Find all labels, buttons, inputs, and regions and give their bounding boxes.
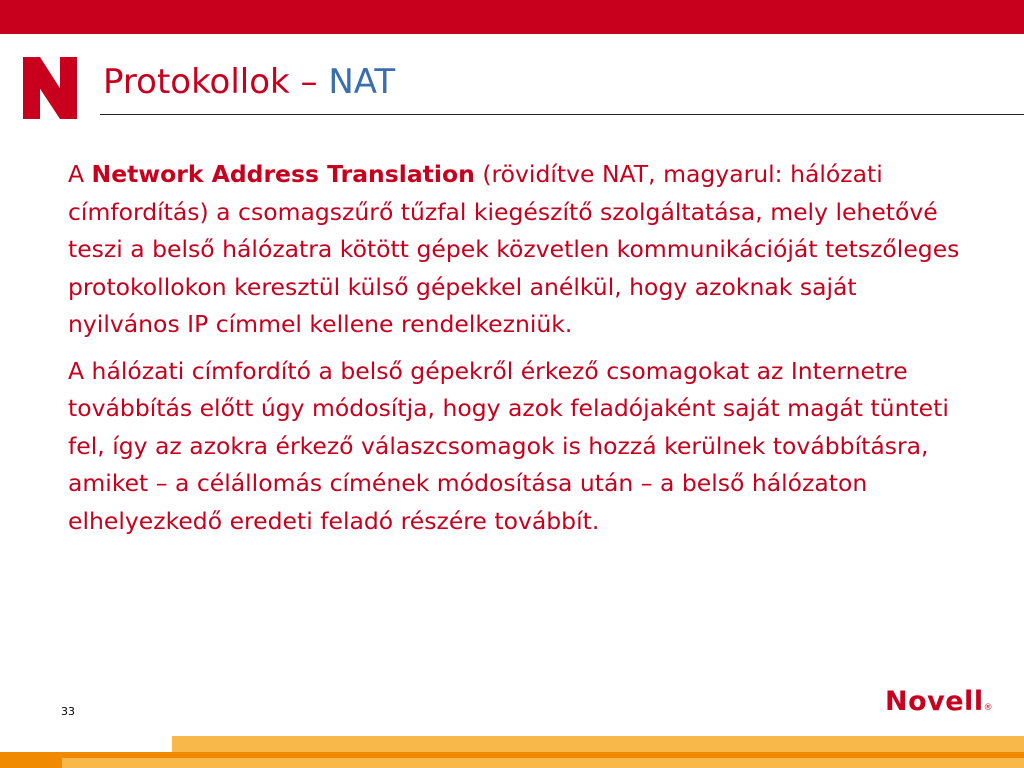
novell-brand-logo: [885, 686, 993, 717]
novell-n-logo-icon: [20, 53, 80, 121]
slide-title: [103, 60, 395, 104]
registered-mark: ®: [983, 703, 994, 713]
bottom-yellow-bar: [172, 736, 1024, 752]
page-number: 33: [61, 705, 75, 718]
slide-body: [68, 156, 968, 549]
paragraph-2: A hálózati címfordító a belső gépekről érkező csomagokat az Internetre továbbítás előtt úgy módosítja, hogy azok feladójaként saját magát tünteti fel, így az azokra érkező válaszcsomagok is hozzá kerülnek továbbításra, amiket – a célállomás címének módosítása után – a belső hálózaton elhelyezkedő eredeti feladó részére továbbít.: [68, 356, 949, 535]
paragraph-1-text: (rövidítve NAT, magyarul: hálózati címfordítás) a csomagszűrő tűzfal kiegészítő szolgáltatása, mely lehetővé teszi a belső hálózatra kötött gépek közvetlen kommunikációját tetszőleges protokollokon keresztül külső gépekkel anélkül, hogy azoknak saját nyilvános IP címmel kellene rendelkezniük.: [68, 160, 960, 338]
paragraph-1-prefix: A: [68, 160, 92, 188]
bottom-yellow-strip: [62, 758, 1024, 768]
paragraph-1: [68, 156, 968, 344]
paragraph-1-term: Network Address Translation: [91, 160, 475, 188]
title-separator: –: [300, 62, 318, 102]
brand-name: Novell: [885, 686, 984, 717]
top-red-bar: [0, 0, 1024, 34]
title-main: Protokollok: [103, 62, 290, 102]
title-accent: NAT: [328, 62, 396, 102]
title-divider: [100, 114, 1024, 115]
